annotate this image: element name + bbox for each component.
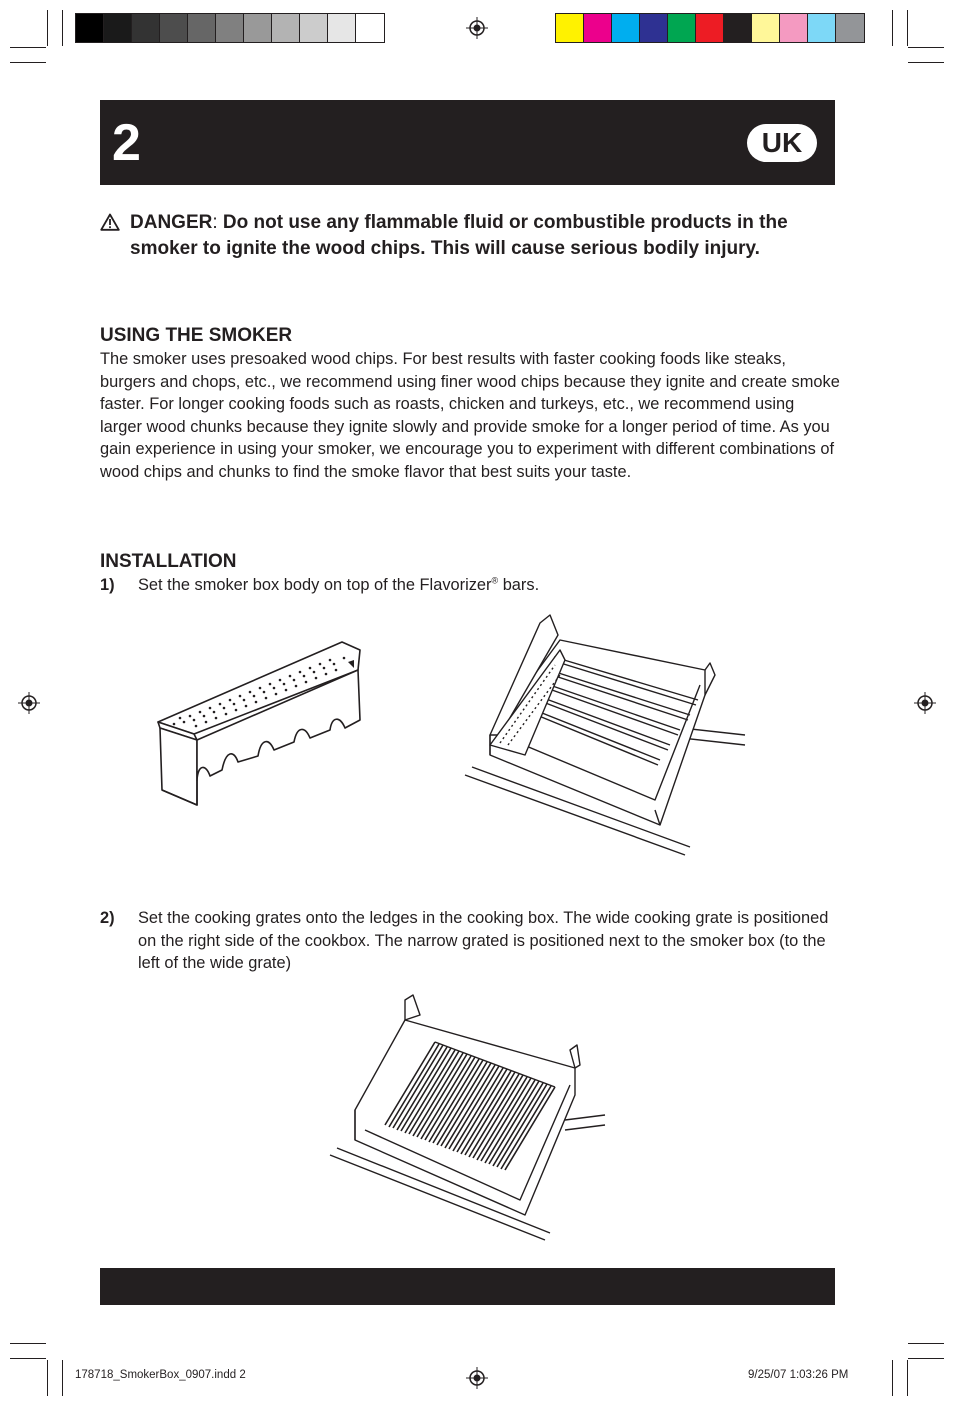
color-swatch xyxy=(216,14,244,42)
crop-mark xyxy=(907,1360,908,1396)
step-text-end: bars. xyxy=(498,576,540,594)
crop-mark xyxy=(47,10,48,46)
crop-mark xyxy=(907,10,908,46)
color-swatch xyxy=(272,14,300,42)
color-swatch xyxy=(160,14,188,42)
step-text: Set the cooking grates onto the ledges in the cooking box. The wide cooking grate is positioned on the right side of the cookbox. The narrow grated is positioned next to the smoker box (to the left of the wide grate) xyxy=(138,909,829,972)
registered-trademark: ® xyxy=(491,575,499,586)
crop-mark xyxy=(892,1360,893,1396)
warning-triangle-icon xyxy=(100,213,120,231)
step-number: 1) xyxy=(100,576,115,594)
registration-mark-icon xyxy=(914,692,936,714)
step-number: 2) xyxy=(100,909,115,927)
color-swatch xyxy=(584,14,612,42)
color-swatch xyxy=(696,14,724,42)
crop-mark xyxy=(10,1358,46,1359)
color-swatch xyxy=(556,14,584,42)
registration-mark-icon xyxy=(466,17,488,39)
timestamp-slug: 9/25/07 1:03:26 PM xyxy=(748,1369,849,1381)
installation-step-1 xyxy=(100,574,840,597)
color-swatch xyxy=(752,14,780,42)
color-swatch xyxy=(780,14,808,42)
color-swatch xyxy=(76,14,104,42)
color-swatch xyxy=(244,14,272,42)
language-badge: UK xyxy=(747,124,817,162)
using-the-smoker-paragraph: The smoker uses presoaked wood chips. For best results with faster cooking foods like steaks, burgers and chops, etc., we recommend using finer wood chips because they ignite and create smoke faster. For longer cooking foods such as roasts, chicken and turkeys, etc., we recommend using larger wood chunks because they ignite slowly and provide smoke for a longer period of time. As you gain experience in using your smoker, we encourage you to experiment with different combinations of wood chips and chunks to find the smoke flavor that best suits your taste. xyxy=(100,350,840,481)
crop-mark xyxy=(47,1360,48,1396)
color-swatch xyxy=(612,14,640,42)
step-text: Set the smoker box body on top of the Flavorizer xyxy=(138,576,492,594)
danger-text: Do not use any flammable fluid or combustible products in the smoker to ignite the wood chips. This will cause serious bodily injury. xyxy=(130,212,788,259)
crop-mark xyxy=(908,1343,944,1344)
color-swatch xyxy=(808,14,836,42)
page-footer-bar xyxy=(100,1268,835,1305)
crop-mark xyxy=(10,47,46,48)
crop-mark xyxy=(10,62,46,63)
section-heading-using-the-smoker: USING THE SMOKER xyxy=(100,325,293,346)
color-swatch xyxy=(724,14,752,42)
smoker-box-illustration xyxy=(150,630,370,810)
crop-mark xyxy=(908,1358,944,1359)
registration-mark-icon xyxy=(466,1367,488,1389)
process-color-bar xyxy=(555,13,865,43)
color-swatch xyxy=(104,14,132,42)
cooking-grates-illustration xyxy=(325,990,610,1250)
section-heading-installation: INSTALLATION xyxy=(100,551,237,572)
color-swatch xyxy=(836,14,864,42)
crop-mark xyxy=(892,10,893,46)
registration-mark-icon xyxy=(18,692,40,714)
page-number: 2 xyxy=(112,114,141,172)
color-swatch xyxy=(300,14,328,42)
page-header-bar xyxy=(100,100,835,185)
color-swatch xyxy=(356,14,384,42)
installation-step-2 xyxy=(100,907,840,975)
crop-mark xyxy=(908,47,944,48)
color-swatch xyxy=(668,14,696,42)
smoker-box-installed-illustration xyxy=(460,605,750,865)
color-swatch xyxy=(328,14,356,42)
color-swatch xyxy=(188,14,216,42)
color-swatch xyxy=(132,14,160,42)
crop-mark xyxy=(62,1360,63,1396)
crop-mark xyxy=(62,10,63,46)
crop-mark xyxy=(908,62,944,63)
crop-mark xyxy=(10,1343,46,1344)
danger-label: DANGER xyxy=(130,212,213,233)
color-swatch xyxy=(640,14,668,42)
file-name-slug: 178718_SmokerBox_0907.indd 2 xyxy=(75,1369,246,1381)
danger-warning: DANGER: Do not use any flammable fluid or combustible products in the smoker to ignite the wood chips. This will cause serious bodily injury. xyxy=(100,210,840,262)
grayscale-color-bar xyxy=(75,13,385,43)
